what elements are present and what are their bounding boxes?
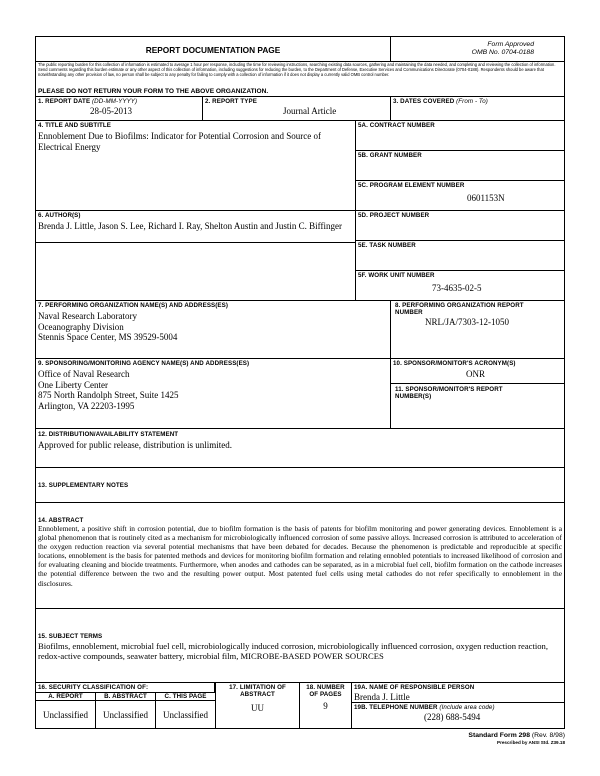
sponsoring-agency-line: Arlington, VA 22203-1995 bbox=[38, 400, 135, 411]
field-contract-number[interactable] bbox=[355, 120, 565, 151]
field-task-number[interactable] bbox=[355, 240, 565, 271]
responsible-person-value: Brenda J. Little bbox=[354, 692, 410, 702]
field-abstract[interactable] bbox=[35, 502, 565, 609]
grant-number-label: 5B. GRANT NUMBER bbox=[358, 152, 422, 159]
sponsoring-agency-label: 9. SPONSORING/MONITORING AGENCY NAME(S) AND ADDRESS(ES) bbox=[38, 360, 250, 367]
field-report-classification[interactable] bbox=[35, 700, 96, 729]
field-sponsoring-agency[interactable] bbox=[35, 358, 391, 429]
abstract-label: 14. ABSTRACT bbox=[38, 517, 84, 524]
sponsoring-agency-line: One Liberty Center bbox=[38, 379, 108, 390]
field-project-number[interactable] bbox=[355, 210, 565, 241]
title-label: 4. TITLE AND SUBTITLE bbox=[38, 122, 112, 129]
performing-report-label: 8. PERFORMING ORGANIZATION REPORT NUMBER bbox=[395, 302, 524, 316]
report-date-value: 28-05-2013 bbox=[90, 106, 132, 116]
thispage-classification-value: Unclassified bbox=[163, 710, 208, 720]
number-pages-label: 18. NUMBER OF PAGES bbox=[306, 684, 345, 698]
distribution-label: 12. DISTRIBUTION/AVAILABILITY STATEMENT bbox=[38, 431, 179, 438]
field-grant-number[interactable] bbox=[355, 150, 565, 181]
field-authors[interactable] bbox=[35, 210, 356, 301]
report-date-label: 1. REPORT DATE bbox=[38, 98, 91, 105]
performing-org-line: Oceanography Division bbox=[38, 321, 124, 332]
field-performing-report-number[interactable] bbox=[390, 300, 565, 359]
field-report-type[interactable] bbox=[202, 96, 391, 121]
limitation-label: 17. LIMITATION OF ABSTRACT bbox=[229, 684, 286, 698]
telephone-label: 19B. TELEPHONE NUMBER bbox=[354, 704, 438, 711]
header-omb-cell bbox=[390, 36, 565, 62]
number-pages-value: 9 bbox=[323, 701, 328, 711]
report-classification-value: Unclassified bbox=[43, 710, 88, 720]
sponsoring-agency-line: 875 North Randolph Street, Suite 1425 bbox=[38, 390, 179, 400]
field-number-pages[interactable] bbox=[299, 682, 352, 729]
security-classification-label: 16. SECURITY CLASSIFICATION OF: bbox=[38, 684, 149, 691]
report-class-label: A. REPORT bbox=[48, 693, 83, 700]
dates-covered-hint: (From - To) bbox=[456, 98, 488, 105]
authors-value: Brenda J. Little, Jason S. Lee, Richard I. Ray, Shelton Austin and Justin C. Biffinger bbox=[38, 221, 342, 231]
field-responsible-person[interactable] bbox=[351, 682, 565, 703]
form-approved-label: Form Approved bbox=[487, 41, 534, 48]
sponsor-report-label: 11. SPONSOR/MONITOR'S REPORT NUMBER(S) bbox=[395, 386, 503, 400]
subject-terms-label: 15. SUBJECT TERMS bbox=[38, 633, 103, 640]
contract-number-label: 5A. CONTRACT NUMBER bbox=[358, 122, 435, 129]
project-number-label: 5D. PROJECT NUMBER bbox=[358, 212, 430, 219]
performing-org-line: Stennis Space Center, MS 39529-5004 bbox=[38, 332, 178, 342]
work-unit-value: 73-4635-02-5 bbox=[432, 283, 482, 293]
responsible-person-label: 19A. NAME OF RESPONSIBLE PERSON bbox=[354, 684, 475, 691]
field-abstract-classification[interactable] bbox=[95, 700, 156, 729]
header-title-cell bbox=[35, 36, 391, 62]
performing-report-value: NRL/JA/7303-12-1050 bbox=[425, 317, 509, 327]
report-date-hint: (DD-MM-YYYY) bbox=[92, 98, 138, 105]
sponsor-acronym-value: ONR bbox=[466, 369, 486, 379]
dates-covered-label: 3. DATES COVERED bbox=[393, 98, 455, 105]
form-revision: (Rev. 8/98) bbox=[531, 732, 565, 739]
field-supplementary-notes[interactable] bbox=[35, 467, 565, 503]
page-title: REPORT DOCUMENTATION PAGE bbox=[145, 45, 281, 55]
form-footer bbox=[351, 732, 565, 746]
supplementary-notes-label: 13. SUPPLEMENTARY NOTES bbox=[38, 482, 129, 489]
abstract-value: Ennoblement, a positive shift in corrosion potential, due to biofilm formation is the basis of patents for biofilm monitoring and power generating devices. Ennoblement is a global phenomenon that is routinely cited as a mechanism for microbiologically influenced corrosion of some passive alloys. Increased corrosion is attributed to acceleration of the oxygen reduction reaction via several potential mechanisms that have been debated for decades. Because the phenomenon is predictable and reproducible at specific locations, ennoblement is the basis for patented methods and devices for monitoring biofilm formation and relating ennobled potentials to increased likelihood of corrosion and for evaluating cleaning and biocide treatments. Furthermore, when anodes and cathodes can be separated, as in a microbial fuel cell, biofilm formation on the cathode increases the potential difference between the two and the resulting power output. Most patented fuel cells using metal cathodes do not refer specifically to ennoblement in the disclosures. bbox=[38, 524, 562, 588]
telephone-hint: (Include area code) bbox=[439, 704, 495, 711]
field-subject-terms[interactable] bbox=[35, 608, 565, 683]
field-limitation-abstract[interactable] bbox=[215, 682, 300, 729]
sponsor-acronym-label: 10. SPONSOR/MONITOR'S ACRONYM(S) bbox=[393, 360, 516, 367]
field-report-date[interactable] bbox=[35, 96, 203, 121]
field-program-element[interactable] bbox=[355, 180, 565, 211]
field-performing-org[interactable] bbox=[35, 300, 391, 359]
report-type-value: Journal Article bbox=[283, 106, 337, 116]
field-work-unit-number[interactable] bbox=[355, 270, 565, 301]
sponsoring-agency-address bbox=[36, 368, 390, 412]
field-sponsor-report-number[interactable] bbox=[390, 383, 565, 429]
limitation-value: UU bbox=[251, 703, 264, 713]
authors-label: 6. AUTHOR(S) bbox=[38, 212, 81, 219]
burden-notice: The public reporting burden for this collection of information is estimated to average 1 hour per response, including the time for reviewing instructions, searching existing data sources, gathering and maintaining the data needed, and completing and reviewing the collection of information. Send comments regarding this burden estimate or any other aspect of this collection of information, including suggestions for reducing the burden, to the Department of Defense, Executive Services and Communications Directorate (0704-0188). Respondents should be aware that notwithstanding any other provision of law, no person shall be subject to any penalty for failing to comply with a collection of information if it does not display a currently valid OMB control number. bbox=[38, 62, 556, 77]
performing-org-label: 7. PERFORMING ORGANIZATION NAME(S) AND ADDRESS(ES) bbox=[38, 302, 229, 309]
program-element-value: 0601153N bbox=[467, 193, 505, 203]
abstract-class-label: B. ABSTRACT bbox=[104, 693, 147, 700]
thispage-class-label: C. THIS PAGE bbox=[164, 693, 207, 700]
field-dates-covered[interactable] bbox=[390, 96, 565, 121]
work-unit-label: 5F. WORK UNIT NUMBER bbox=[358, 272, 435, 279]
task-number-label: 5E. TASK NUMBER bbox=[358, 242, 416, 249]
title-value: Ennoblement Due to Biofilms: Indicator for Potential Corrosion and Source of Electrical Energy bbox=[38, 131, 321, 152]
standard-form-id: Standard Form 298 bbox=[468, 732, 530, 739]
telephone-value: (228) 688-5494 bbox=[424, 712, 481, 722]
prescribed-by: Prescribed by ANSI Std. Z39.18 bbox=[497, 740, 565, 745]
subject-terms-value: Biofilms, ennoblement, microbial fuel cell, microbiologically induced corrosion, microbiologically influenced corrosion, oxygen reduction reaction, redox-active compounds, seawater battery, microbial film, MICROBE-BASED POWER SOURCES bbox=[38, 641, 548, 661]
field-thispage-classification[interactable] bbox=[155, 700, 216, 729]
performing-org-address bbox=[36, 310, 390, 344]
omb-number: OMB No. 0704-0188 bbox=[471, 49, 534, 56]
field-distribution[interactable] bbox=[35, 428, 565, 468]
program-element-label: 5C. PROGRAM ELEMENT NUMBER bbox=[358, 182, 465, 189]
do-not-return-notice: PLEASE DO NOT RETURN YOUR FORM TO THE ABOVE ORGANIZATION. bbox=[38, 88, 269, 95]
performing-org-line: Naval Research Laboratory bbox=[38, 311, 137, 321]
field-sponsor-acronym[interactable] bbox=[390, 358, 565, 384]
burden-notice-cell bbox=[35, 61, 565, 97]
field-telephone[interactable] bbox=[351, 702, 565, 729]
distribution-value: Approved for public release, distribution is unlimited. bbox=[38, 440, 232, 450]
sponsoring-agency-line: Office of Naval Research bbox=[38, 369, 130, 379]
report-type-label: 2. REPORT TYPE bbox=[205, 98, 257, 105]
abstract-classification-value: Unclassified bbox=[103, 710, 148, 720]
